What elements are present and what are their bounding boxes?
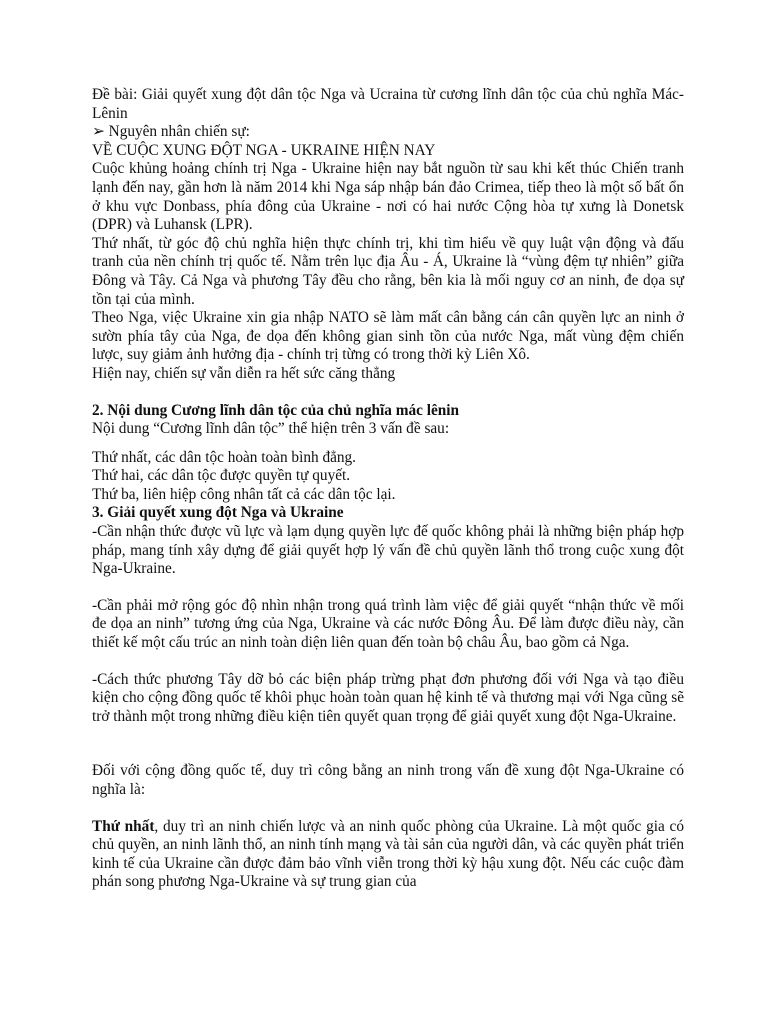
- spacer: [92, 800, 684, 818]
- spacer: [92, 384, 684, 402]
- spacer: [92, 579, 684, 597]
- section-2-intro: Nội dung “Cương lĩnh dân tộc” thể hiện trên 3 vấn đề sau:: [92, 420, 450, 438]
- list-item-2: Thứ hai, các dân tộc được quyền tự quyết.: [92, 467, 351, 485]
- heading-section-3: 3. Giải quyết xung đột Nga và Ukraine: [92, 504, 344, 522]
- list-item-3: Thứ ba, liên hiệp công nhân tất cả các dân tộc lại.: [92, 485, 396, 503]
- paragraph-origin: Cuộc khủng hoảng chính trị Nga - Ukraine hiện nay bắt nguồn từ sau khi kết thúc Chiến tranh lạnh đến nay, gần hơn là năm 2014 khi Nga sáp nhập bán đảo Crimea, tiếp theo là một số bất ổn ở khu vực Donbass, phía đông của Ukraine - nơi có hai nước Cộng hòa tự xưng là Donetsk (DPR) và Luhansk (LPR).: [92, 160, 684, 234]
- paragraph-current-status: Hiện nay, chiến sự vẫn diễn ra hết sức căng thẳng: [92, 364, 396, 382]
- spacer: [92, 439, 684, 449]
- spacer: [92, 726, 684, 762]
- document-title: Đề bài: Giải quyết xung đột dân tộc Nga và Ucraina từ cương lĩnh dân tộc của chủ nghĩa Mác-Lênin: [92, 86, 684, 122]
- paragraph-realism: Thứ nhất, từ góc độ chủ nghĩa hiện thực chính trị, khi tìm hiểu về quy luật vận động và đấu tranh của nền chính trị quốc tế. Nằm trên lục địa Âu - Á, Ukraine là “vùng đệm tự nhiên” giữa Đông và Tây. Cả Nga và phương Tây đều cho rằng, bên kia là mối nguy cơ an ninh, đe dọa sự tồn tại của mình.: [92, 234, 684, 308]
- paragraph-first-point: [92, 818, 684, 892]
- cause-heading: ➢ Nguyên nhân chiến sự:: [92, 123, 250, 141]
- spacer: [92, 653, 684, 671]
- solution-1: -Cần nhận thức được vũ lực và lạm dụng quyền lực đế quốc không phải là những biện pháp hợp pháp, mang tính xây dựng để giải quyết hợp lý vấn đề chủ quyền lãnh thổ trong cuộc xung đột Nga-Ukraine.: [92, 523, 684, 578]
- first-point-label: Thứ nhất: [92, 817, 155, 835]
- heading-section-2: 2. Nội dung Cương lĩnh dân tộc của chủ nghĩa mác lênin: [92, 401, 460, 419]
- solution-2: -Cần phải mở rộng góc độ nhìn nhận trong quá trình làm việc để giải quyết “nhận thức về mối đe dọa an ninh” tương ứng của Nga, Ukraine và các nước Đông Âu. Để làm được điều này, cần thiết kế một cấu trúc an ninh toàn diện liên quan đến toàn bộ châu Âu, bao gồm cả Nga.: [92, 596, 684, 652]
- first-point-text: , duy trì an ninh chiến lược và an ninh quốc phòng của Ukraine. Là một quốc gia có chủ quyền, an ninh lãnh thổ, an ninh tính mạng và tài sản của người dân, và các quyền phát triển kinh tế của Ukraine cần được đảm bảo vĩnh viễn trong thời kỳ hậu xung đột. Nếu các cuộc đàm phán song phương Nga-Ukraine và sự trung gian của: [92, 817, 684, 891]
- paragraph-nato: Theo Nga, việc Ukraine xin gia nhập NATO sẽ làm mất cân bằng cán cân quyền lực an ninh ở sườn phía tây của Nga, đe dọa đến không gian sinh tồn của nước Nga, mất vùng đệm chiến lược, suy giảm ảnh hưởng địa - chính trị từng có trong thời kỳ Liên Xô.: [92, 309, 684, 364]
- paragraph-international: Đối với cộng đồng quốc tế, duy trì công bằng an ninh trong vấn đề xung đột Nga-Ukraine có nghĩa là:: [92, 762, 684, 798]
- solution-3: -Cách thức phương Tây dỡ bỏ các biện pháp trừng phạt đơn phương đối với Nga và tạo điều kiện cho cộng đồng quốc tế khôi phục hoàn toàn quan hệ kinh tế và thương mại với Nga cũng sẽ trở thành một trong những điều kiện tiên quyết quan trọng để giải quyết xung đột Nga-Ukraine.: [92, 670, 684, 725]
- list-item-1: Thứ nhất, các dân tộc hoàn toàn bình đẳng.: [92, 448, 357, 466]
- document-page: [92, 86, 684, 892]
- section-title: VỀ CUỘC XUNG ĐỘT NGA - UKRAINE HIỆN NAY: [92, 141, 436, 159]
